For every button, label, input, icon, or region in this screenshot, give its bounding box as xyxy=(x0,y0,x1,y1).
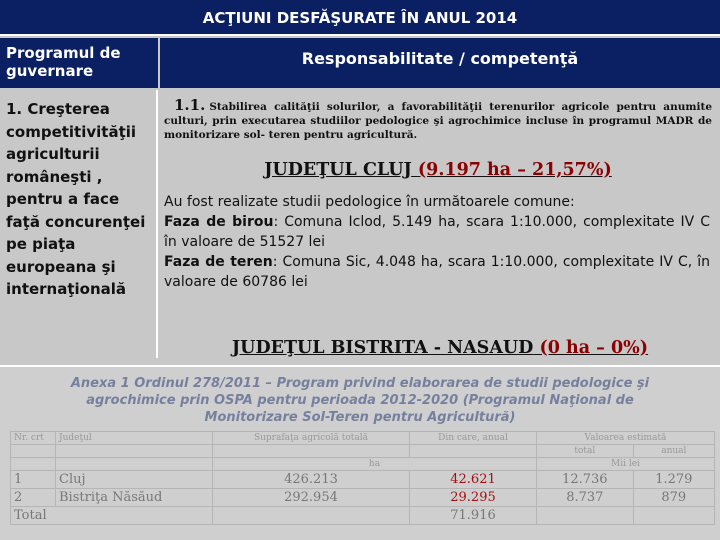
th-unit-ha: ha xyxy=(213,458,537,471)
th-judet: Judeţul xyxy=(56,432,213,445)
cell-judet: Cluj xyxy=(56,471,213,489)
cell-anual-lei: 879 xyxy=(633,489,714,507)
teren-label: Faza de teren xyxy=(164,254,273,270)
cell-anual-lei: 1.279 xyxy=(633,471,714,489)
responsibility-content xyxy=(160,90,720,340)
page-title: ACŢIUNI DESFĂŞURATE ÎN ANUL 2014 xyxy=(202,9,518,27)
birou-text: : Comuna Iclod, 5.149 ha, scara 1:10.000, complexitate IV C în valoare de 51527 lei xyxy=(164,214,710,250)
annex-text: Anexa 1 Ordinul 278/2011 – Program privind elaborarea de studii pedologice şi agrochimice prin OSPA pentru perioada 2012-2020 (Programul Naţional de Monitorizare Sol-Teren pentru Agricultură) xyxy=(70,376,650,425)
cell-suprafata: 426.213 xyxy=(213,471,410,489)
th-unit-lei: Mii lei xyxy=(537,458,715,471)
cluj-teren xyxy=(164,252,710,292)
cluj-birou xyxy=(164,212,710,252)
th-valoare: Valoarea estimată xyxy=(537,432,715,445)
cluj-heading-name: JUDEŢUL CLUJ xyxy=(264,160,412,180)
table-row xyxy=(11,489,715,507)
th-din-care: Din care, anual xyxy=(410,432,537,445)
th-nr: Nr. crt xyxy=(11,432,56,445)
cell-total-label: Total xyxy=(11,507,213,525)
header-responsibility: Responsabilitate / competenţă xyxy=(160,38,720,88)
table-subheader-row xyxy=(11,445,715,458)
bistrita-heading-figures: (0 ha – 0%) xyxy=(539,338,649,358)
th-suprafata: Suprafaţa agricolă totală xyxy=(213,432,410,445)
bistrita-heading xyxy=(160,338,720,358)
cluj-body xyxy=(164,192,712,292)
table-units-row xyxy=(11,458,715,471)
bistrita-heading-name: JUDEŢUL BISTRITA - NASAUD xyxy=(231,338,534,358)
annex-section xyxy=(0,365,720,540)
cell-nr: 1 xyxy=(11,471,56,489)
table-total-row xyxy=(11,507,715,525)
cluj-heading xyxy=(164,160,712,180)
cell-nr: 2 xyxy=(11,489,56,507)
program-table xyxy=(10,431,715,525)
cell-total: 12.736 xyxy=(537,471,634,489)
section-1-1 xyxy=(164,98,712,142)
th-anual: anual xyxy=(633,445,714,458)
cell-anual: 29.295 xyxy=(410,489,537,507)
teren-text: : Comuna Sic, 4.048 ha, scara 1:10.000, complexitate IV C, în valoare de 60786 lei xyxy=(164,254,710,290)
cell-suprafata: 292.954 xyxy=(213,489,410,507)
birou-label: Faza de birou xyxy=(164,214,274,230)
cell-total-anual: 71.916 xyxy=(410,507,537,525)
table-row xyxy=(11,471,715,489)
cluj-heading-figures: (9.197 ha – 21,57%) xyxy=(417,160,612,180)
program-objective: 1. Creşterea competitivităţii agriculturii româneşti , pentru a face faţă concurenţei pe piaţa europeana şi internaţională xyxy=(0,90,158,358)
title-bar xyxy=(0,0,720,36)
header-program: Programul de guvernare xyxy=(0,38,158,88)
cell-total: 8.737 xyxy=(537,489,634,507)
section-number: 1.1. xyxy=(174,96,206,114)
table-header-row xyxy=(11,432,715,445)
cell-judet: Bistriţa Năsăud xyxy=(56,489,213,507)
cluj-intro: Au fost realizate studii pedologice în următoarele comune: xyxy=(164,194,575,210)
th-total: total xyxy=(537,445,634,458)
section-text: Stabilirea calităţii solurilor, a favorabilităţii terenurilor agricole pentru anumite culturi, prin executarea studiilor pedologice şi agrochimice incluse în programul MADR de monitorizare sol- teren pentru agricultură. xyxy=(164,101,712,141)
cell-anual: 42.621 xyxy=(410,471,537,489)
